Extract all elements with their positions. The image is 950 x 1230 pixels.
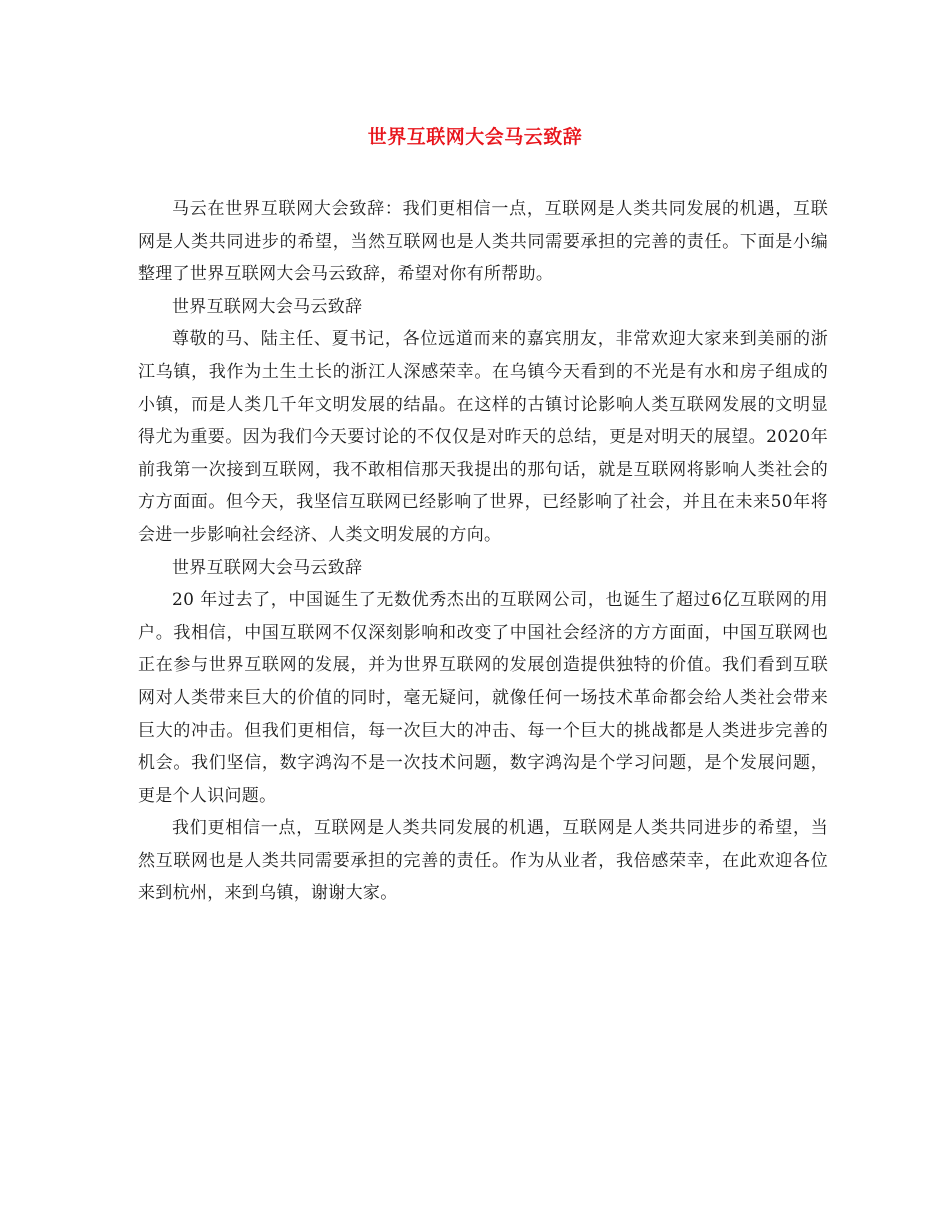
section-heading-2: 世界互联网大会马云致辞 (172, 557, 363, 578)
paragraph-twenty-years: 20 年过去了，中国诞生了无数优秀杰出的互联网公司，也诞生了超过6亿互联网的用户。我相信，中国互联网不仅深刻影响和改变了中国社会经济的方方面面，中国互联网也正在参与世界互联网的发展，并为世界互联网的发展创造提供独特的价值。我们看到互联网对人类带来巨大的价值的同时，毫无疑问，就像任何一场技术革命都会给人类社会带来巨大的冲击。但我们更相信，每一次巨大的冲击、每一个巨大的挑战都是人类进步完善的机会。我们坚信，数字鸿沟不是一次技术问题，数字鸿沟是个学习问题，是个发展问题，更是个人识问题。 (138, 590, 828, 806)
paragraph-greeting: 尊敬的马、陆主任、夏书记，各位远道而来的嘉宾朋友，非常欢迎大家来到美丽的浙江乌镇，我作为土生土长的浙江人深感荣幸。在乌镇今天看到的不光是有水和房子组成的小镇，而是人类几千年文明发展的结晶。在这样的古镇讨论影响人类互联网发展的文明显得尤为重要。因为我们今天要讨论的不仅仅是对昨天的总结，更是对明天的展望。2020年前我第一次接到互联网，我不敢相信那天我提出的那句话，就是互联网将影响人类社会的方方面面。但今天，我坚信互联网已经影响了世界，已经影响了社会，并且在未来50年将会进一步影响社会经济、人类文明发展的方向。 (138, 329, 828, 545)
document-title: 世界互联网大会马云致辞 (367, 126, 583, 148)
paragraph-intro: 马云在世界互联网大会致辞：我们更相信一点，互联网是人类共同发展的机遇，互联网是人类共同进步的希望，当然互联网也是人类共同需要承担的完善的责任。下面是小编整理了世界互联网大会马云致辞，希望对你有所帮助。 (138, 199, 828, 285)
section-heading-1: 世界互联网大会马云致辞 (172, 296, 363, 317)
document-body (138, 193, 828, 910)
paragraph-closing: 我们更相信一点，互联网是人类共同发展的机遇，互联网是人类共同进步的希望，当然互联网也是人类共同需要承担的完善的责任。作为从业者，我倍感荣幸，在此欢迎各位来到杭州，来到乌镇，谢谢大家。 (138, 818, 828, 904)
